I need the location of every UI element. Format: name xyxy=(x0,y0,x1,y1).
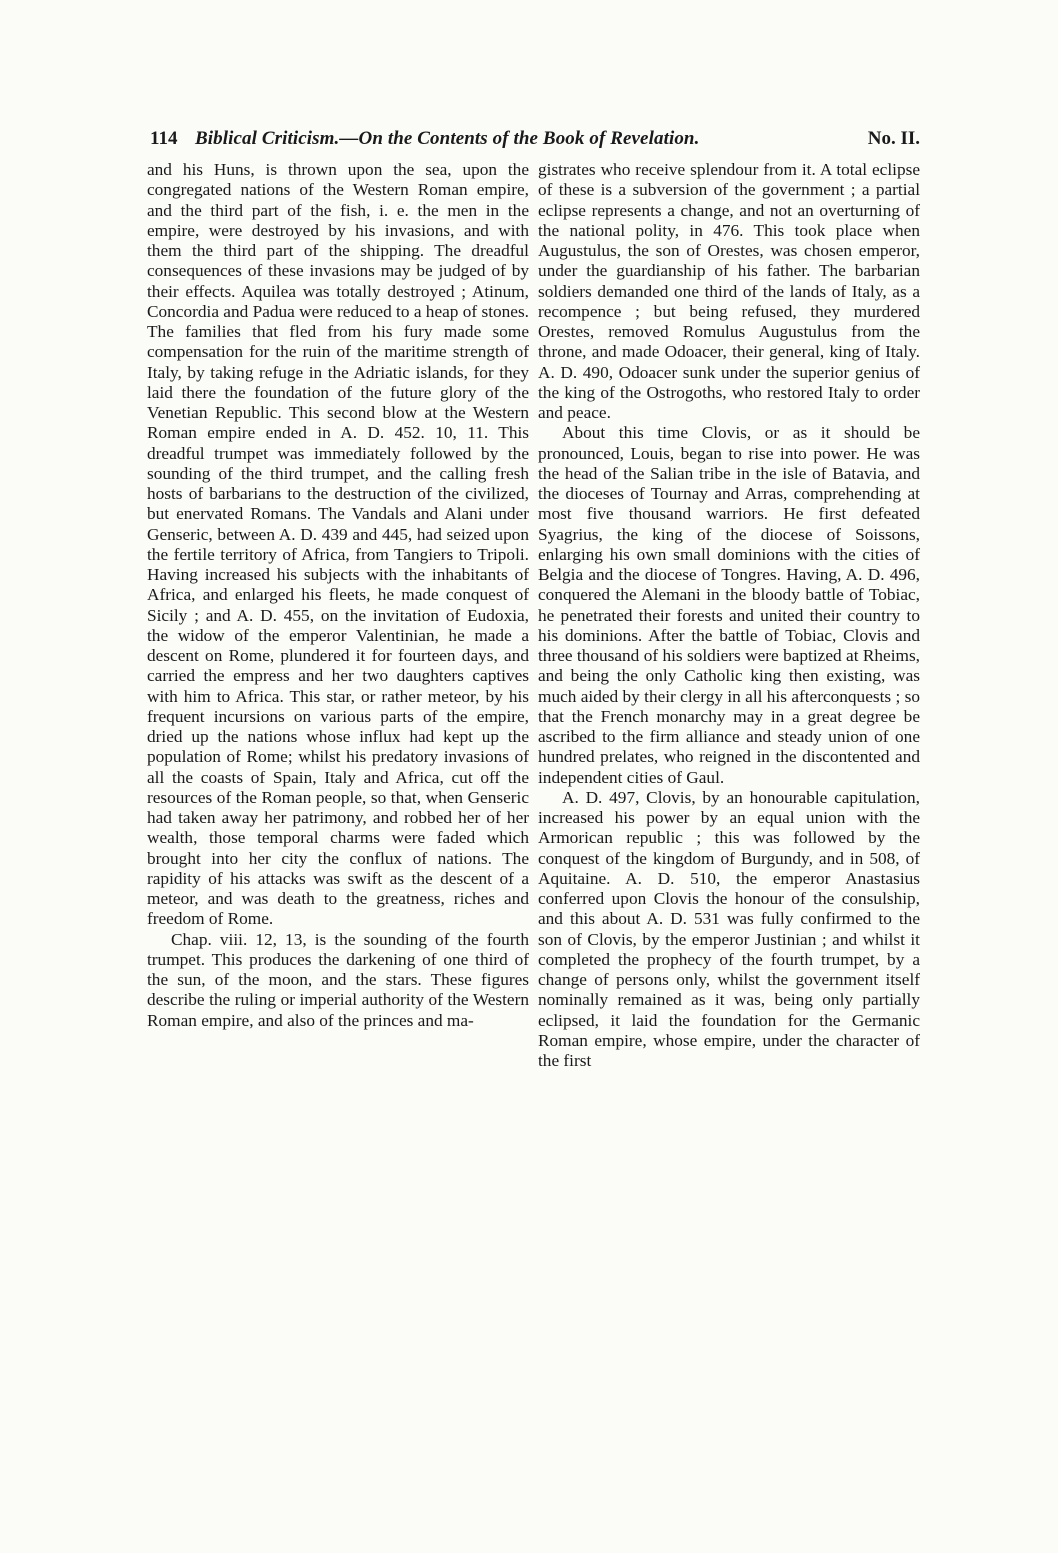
right-column xyxy=(538,160,920,1071)
paragraph: gistrates who receive splendour from it. A total eclipse of these is a subversion of the government ; a partial eclipse represents a change, and not an overturning of the national polity, in 476. This took place when Augustulus, the son of Orestes, was chosen emperor, under the guardianship of his father. The barbarian soldiers demanded one third of the lands of Italy, as a recompence ; but being refused, they murdered Orestes, removed Romulus Augustulus from the throne, and made Odoacer, their general, king of Italy. A. D. 490, Odoacer sunk under the superior genius of the king of the Ostrogoths, who restored Italy to order and peace. xyxy=(538,160,920,422)
running-title: Biblical Criticism.—On the Contents of the Book of Revelation. xyxy=(195,128,700,149)
paragraph: Chap. viii. 12, 13, is the sounding of the fourth trumpet. This produces the darkening of one third of the sun, of the moon, and the stars. These figures describe the ruling or imperial authority of the Western Roman empire, and also of the princes and ma- xyxy=(147,929,529,1030)
paragraph: A. D. 497, Clovis, by an honourable capitulation, increased his power by an equal union with the Armorican republic ; this was followed by the conquest of the kingdom of Burgundy, and in 508, of Aquitaine. A. D. 510, the emperor Anastasius conferred upon Clovis the honour of the consulship, and this about A. D. 531 was fully confirmed to the son of Clovis, by the emperor Justinian ; and whilst it completed the prophecy of the fourth trumpet, by a change of persons only, whilst the government itself nominally remained as it was, being only partially eclipsed, it laid the foundation for the Germanic Roman empire, whose empire, under the character of the first xyxy=(538,787,920,1070)
paragraph: and his Huns, is thrown upon the sea, upon the congregated nations of the Western Roman empire, and the third part of the fish, i. e. the men in the empire, were destroyed by his invasions, and with them the third part of the shipping. The dreadful consequences of these invasions may be judged of by their effects. Aquilea was totally destroyed ; Atinum, Concordia and Padua were reduced to a heap of stones. The families that fled from his fury made some compensation for the ruin of the maritime strength of Italy, by taking refuge in the Adriatic islands, for they laid there the foundation of the future glory of the Venetian Republic. This second blow at the Western Roman empire ended in A. D. 452. 10, 11. This dreadful trumpet was immediately followed by the sounding of the third trumpet, and the calling fresh hosts of barbarians to the destruction of the civilized, but enervated Romans. The Vandals and Alani under Genseric, between A. D. 439 and 445, had seized upon the fertile territory of Africa, from Tangiers to Tripoli. Having increased his subjects with the inhabitants of Africa, and enlarged his fleets, he made conquest of Sicily ; and A. D. 455, on the invitation of Eudoxia, the widow of the emperor Valentinian, he made a descent on Rome, plundered it for fourteen days, and carried the empress and her two daughters captives with him to Africa. This star, or rather meteor, by his frequent incursions on various parts of the empire, dried up the nations whose influx had kept up the population of Rome; whilst his predatory invasions of all the coasts of Spain, Italy and Africa, cut off the resources of the Roman people, so that, when Genseric had taken away her patrimony, and robbed her of her wealth, those temporal charms were faded which brought into her city the conflux of nations. The rapidity of his attacks was swift as the descent of a meteor, and was death to the greatness, riches and freedom of Rome. xyxy=(147,160,529,929)
issue-number: No. II. xyxy=(867,128,920,149)
paragraph: About this time Clovis, or as it should be pronounced, Louis, began to rise into power. He was the head of the Salian tribe in the isle of Batavia, and the dioceses of Tournay and Arras, comprehending at most five thousand warriors. He first defeated Syagrius, the king of the diocese of Soissons, enlarging his own small dominions with the cities of Belgia and the diocese of Tongres. Having, A. D. 496, conquered the Alemani in the bloody battle of Tobiac, he penetrated their forests and united their country to his dominions. After the battle of Tobiac, Clovis and three thousand of his soldiers were baptized at Rheims, and being the only Catholic king then existing, was much aided by their clergy in all his afterconquests ; so that the French monarchy may in a great degree be ascribed to the firm alliance and steady union of one hundred prelates, who reigned in the discontented and independent cities of Gaul. xyxy=(538,423,920,787)
running-head xyxy=(150,125,920,153)
page-number: 114 xyxy=(150,128,178,149)
left-column xyxy=(147,160,529,1031)
